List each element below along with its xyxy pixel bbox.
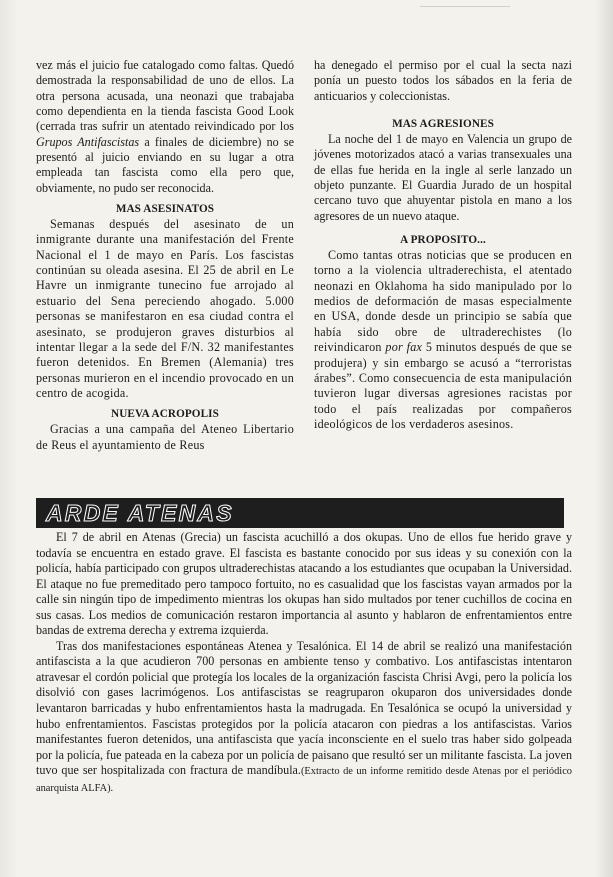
paper-mark xyxy=(420,6,510,13)
right-column xyxy=(314,58,572,453)
continuation-paragraph: ha denegado el permiso por el cual la secta nazi ponía un puesto todos los sábados en la feria de anticuarios y coleccionistas. xyxy=(314,58,572,103)
asesinatos-paragraph: Semanas después del asesinato de un inmigrante durante una manifestación del Frente Nacional el 1 de mayo en París. Los fascistas continúan su oleada asesina. El 25 de abril en Le Havre un inmigrante tunecino fue arrojado al estuario del Sena pereciendo ahogado. 5.000 personas se manifestaron en esa ciudad contra el asesinato, se produjeron graves disturbios al intentar llegar a la sede del F/N. 32 manifestantes fueron detenidos. En Bremen (Alemania) tres personas murieron en el incendio provocado en un centro de acogida. xyxy=(36,217,294,400)
proposito-paragraph xyxy=(314,248,572,432)
two-column-section xyxy=(36,58,572,453)
intro-text-end: a finales de diciembre) no se presentó al juicio enviando en su lugar a otra empleada tan fascista como ella pero que, obviamente, no pudo ser reconocida. xyxy=(36,134,294,195)
left-column xyxy=(36,58,294,453)
article-paragraph-1: El 7 de abril en Atenas (Grecia) un fascista acuchilló a dos okupas. Uno de ellos fue herido grave y todavía se encuentra en estado grave. El fascista es bastante conocido por sus ideas y su conexión con la policía, había participado con grupos ultraderechistas atacando a los estudiantes que ocupaban la Universidad. El ataque no fue premeditado pero tampoco fortuito, no es casualidad que los fascistas vayan armados por la calle sin ningún tipo de impedimento mientras los okupas han sido multados por tener cuchillos de cocina en sus casas. Los medios de comunicación restaron importancia al asunto y hablaron de enfrentamientos entre bandas de extrema derecha y extrema izquierda. xyxy=(36,530,572,638)
section-banner xyxy=(36,498,564,528)
proposito-text: Como tantas otras noticias que se producen en torno a la violencia ultraderechista, el atentado neonazi en Oklahoma ha sido manipulado por lo medios de deformación de masas especialmente en USA, donde desde un principio se sabía que había sido obre de ultraderechistes (lo reivindicaron xyxy=(314,248,572,355)
intro-paragraph xyxy=(36,58,294,196)
article-paragraph-2-text: Tras dos manifestaciones espontáneas Atenea y Tesalónica. El 14 de abril se realizó una manifestación antifascista a la que acudieron 700 personas en ambiente tenso y combativo. Los antifascistas intentaron atravesar el cordón policial que protegía los locales de la organización fascista Chrisi Avgi, pero la policía los disolvió con gases lacrimógenos. Los antifascistas se reagruparon okuparon dos universidades donde levantaron barricadas y hubo enfrentamientos hasta la madrugada. En Tesalónica se ocupó la universidad y hubo enfrentamientos. Fascistas protegidos por la policía atacaron con piedras a los antifascistas. Varios manifestantes fueron detenidos, una antifascista que yacía inconsciente en el suelo tras haber sido golpeada por la policía, fue pateada en la cabeza por un policía de paisano que resultó ser un militante fascista. La joven tuvo que ser hospitalizada con fractura de mandíbula. xyxy=(36,638,572,778)
heading-mas-asesinatos: MAS ASESINATOS xyxy=(115,203,215,216)
agresiones-paragraph: La noche del 1 de mayo en Valencia un grupo de jóvenes motorizados atacó a varias transexuales una de ellas fue herida en la ingle al serle lanzado un objeto punzante. El Guardia Jurado de un hospital cercano tuvo que ahuyentar pistola en mano a los agresores de un nuevo ataque. xyxy=(314,132,572,223)
acropolis-paragraph: Gracias a una campaña del Ateneo Libertario de Reus el ayuntamiento de Reus xyxy=(36,422,294,452)
article-paragraph-2 xyxy=(36,639,572,796)
heading-mas-agresiones: MAS AGRESIONES xyxy=(392,118,494,131)
intro-text: vez más el juicio fue catalogado como faltas. Quedó demostrada la responsabilidad de uno de ellos. La otra persona acusada, una neonazi que trabajaba como dependienta en la tienda fascista Good Look (cerrada tras sufrir un atentado reivindicado por los xyxy=(36,58,294,134)
arde-atenas-article xyxy=(36,530,572,796)
proposito-italic-text: por fax xyxy=(385,340,423,355)
heading-a-proposito: A PROPOSITO... xyxy=(400,234,486,247)
source-note: (Extracto de un informe remitido desde Atenas por el periódico anarquista ALFA). xyxy=(36,766,572,794)
proposito-text-end: 5 minutos después de que se produjera) y sin embargo se acusó a “terroristas árabes”. Como consecuencia de esta manipulación tuvieron lugar diversas agresiones racistas por todo el país realizadas por compañeros ideológicos de los verdaderos asesinos. xyxy=(314,340,572,431)
intro-italic-text: Grupos Antifascistas xyxy=(36,134,140,149)
heading-nueva-acropolis: NUEVA ACROPOLIS xyxy=(111,408,219,421)
banner-title: ARDE ATENAS xyxy=(46,500,234,526)
